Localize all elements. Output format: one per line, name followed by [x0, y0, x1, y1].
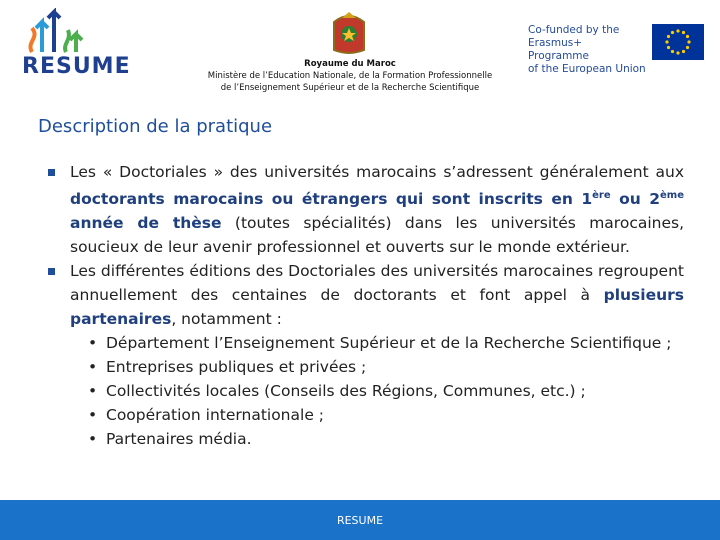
eu-line-2: Erasmus+ Programme — [528, 37, 589, 62]
bullet-2-text-1: Les différentes éditions des Doctoriales des universités marocaines regroupent annuellement des centaines de doctorants et font appel à — [70, 262, 684, 305]
bullet-1 — [48, 160, 684, 259]
footer-label: RESUME — [336, 514, 384, 527]
sub-item-3 — [48, 379, 684, 403]
gov-line-1: Royaume du Maroc — [304, 59, 396, 69]
morocco-emblem-icon — [324, 10, 374, 56]
bullet-1-highlight-1: doctorants marocains ou étrangers qui sont inscrits en 1 — [70, 190, 593, 209]
sub-item-1 — [48, 331, 684, 355]
bullet-1-highlight-2: ou 2 — [610, 190, 661, 209]
sub-item-text: Entreprises publiques et privées ; — [106, 358, 367, 377]
dot-bullet-icon: • — [88, 382, 98, 401]
sub-item-text: Collectivités locales (Conseils des Régions, Communes, etc.) ; — [106, 382, 586, 401]
gov-line-2: Ministère de l’Education Nationale, de la Formation Professionnelle — [207, 71, 493, 81]
eu-line-1: Co-funded by the — [528, 24, 620, 36]
section-title: Description de la pratique — [38, 116, 273, 137]
dot-bullet-icon: • — [88, 334, 98, 353]
dot-bullet-icon: • — [88, 358, 98, 377]
footer-bar — [0, 500, 720, 540]
sub-item-text: Département l’Enseignement Supérieur et de la Recherche Scientifique ; — [106, 334, 672, 353]
bullet-2 — [48, 259, 684, 331]
bullet-1-sup-2: ème — [660, 190, 684, 201]
sub-item-4 — [48, 403, 684, 427]
bullet-1-highlight-3: année de thèse — [70, 214, 222, 233]
eu-cofunded-logo — [528, 22, 708, 75]
bullet-2-highlight: plusieurs partenaires — [70, 286, 684, 329]
bullet-2-text-2: , notamment : — [171, 310, 282, 329]
eu-line-3: of the European Union — [528, 63, 646, 75]
bullet-1-sup-1: ère — [592, 190, 611, 201]
ministry-header — [150, 58, 550, 94]
sub-item-5 — [48, 427, 684, 451]
square-bullet-icon — [48, 169, 55, 176]
sub-item-text: Coopération internationale ; — [106, 406, 324, 425]
eu-flag-icon — [652, 24, 704, 60]
sub-item-2 — [48, 355, 684, 379]
content-body — [48, 160, 684, 451]
resume-logo-text: RESUME — [22, 54, 131, 79]
square-bullet-icon — [48, 268, 55, 275]
eu-text — [528, 24, 646, 76]
dot-bullet-icon: • — [88, 430, 98, 449]
dot-bullet-icon: • — [88, 406, 98, 425]
bullet-1-text-2: (toutes spécialités) dans les universités marocaines, soucieux de leur avenir professionnel et ouverts sur le monde extérieur. — [70, 214, 685, 257]
bullet-1-text-1: Les « Doctoriales » des universités marocains s’adressent généralement aux — [70, 163, 684, 181]
sub-item-text: Partenaires média. — [106, 430, 252, 449]
gov-line-3: de l’Enseignement Supérieur et de la Recherche Scientifique — [220, 83, 480, 93]
